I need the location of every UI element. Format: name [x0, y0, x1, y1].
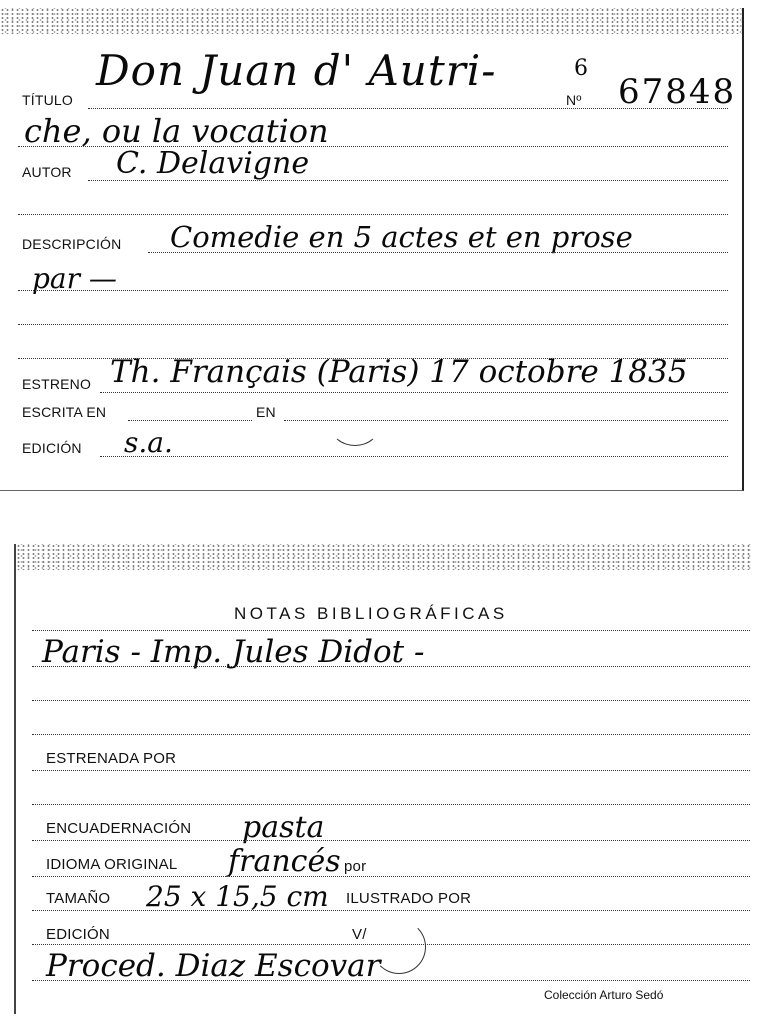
idioma-line [32, 876, 750, 877]
encuadernacion-value: pasta [242, 810, 325, 845]
escrita-label: ESCRITA EN [22, 404, 107, 420]
numero-value: 67848 [618, 72, 737, 112]
edicion-value: s.a. [124, 426, 173, 459]
blank-line-1 [18, 214, 728, 215]
notas-value: Paris - Imp. Jules Didot - [42, 634, 425, 670]
coleccion-credit: Colección Arturo Sedó [544, 988, 664, 1002]
por-label: por [344, 858, 367, 875]
autor-line [88, 180, 728, 181]
speckled-top-edge [0, 8, 742, 34]
autor-value: C. Delavigne [116, 146, 310, 181]
edicion-label: EDICIÓN [22, 440, 82, 456]
tamano-value: 25 x 15,5 cm [146, 880, 329, 913]
descripcion-value-line1: Comedie en 5 actes et en prose [170, 220, 633, 254]
notas-line-3 [32, 700, 750, 701]
blank-line-back [32, 804, 750, 805]
autor-label: AUTOR [22, 164, 72, 180]
ilustrado-label: ILUSTRADO POR [346, 890, 472, 907]
titulo-line-1 [88, 108, 728, 109]
estrenada-line [32, 770, 750, 771]
proced-line [32, 980, 750, 981]
estreno-label: ESTRENO [22, 376, 92, 392]
va-label: V/ [352, 926, 367, 943]
estreno-value: Th. Français (Paris) 17 octobre 1835 [110, 354, 688, 390]
titulo-value-line1: Don Juan d' Autri- [96, 46, 497, 95]
notas-heading: NOTAS BIBLIOGRÁFICAS [234, 604, 508, 623]
en-label: EN [256, 404, 276, 420]
titulo-label: TÍTULO [22, 92, 73, 108]
escrita-line [128, 420, 252, 421]
edicion-line [100, 456, 728, 457]
descripcion-line-1 [148, 252, 728, 253]
catalog-card-front [0, 8, 744, 491]
numero-superscript: 6 [574, 56, 588, 81]
encuadernacion-line [32, 840, 750, 841]
idioma-value: francés [228, 844, 341, 879]
tamano-line [32, 910, 750, 911]
speckled-top-edge [16, 544, 752, 570]
notas-line-2 [32, 666, 750, 667]
ink-blot-mark [330, 404, 380, 446]
encuadernacion-label: ENCUADERNACIÓN [46, 820, 192, 837]
blank-line-2 [18, 324, 728, 325]
notas-line-4 [32, 734, 750, 735]
catalog-card-back [14, 544, 752, 1014]
tamano-label: TAMAÑO [46, 890, 111, 907]
numero-label: Nº [566, 92, 582, 108]
proced-value: Proced. Diaz Escovar [46, 948, 381, 984]
descripcion-label: DESCRIPCIÓN [22, 236, 122, 252]
edicion-back-label: EDICIÓN [46, 926, 110, 943]
descripcion-value-line2: par — [32, 262, 117, 295]
descripcion-line-2 [18, 290, 728, 291]
idioma-label: IDIOMA ORIGINAL [46, 856, 178, 873]
estreno-line [100, 392, 728, 393]
titulo-value-line2: che, ou la vocation [24, 112, 329, 150]
estrenada-label: ESTRENADA POR [46, 750, 177, 767]
notas-line-1 [32, 630, 750, 631]
